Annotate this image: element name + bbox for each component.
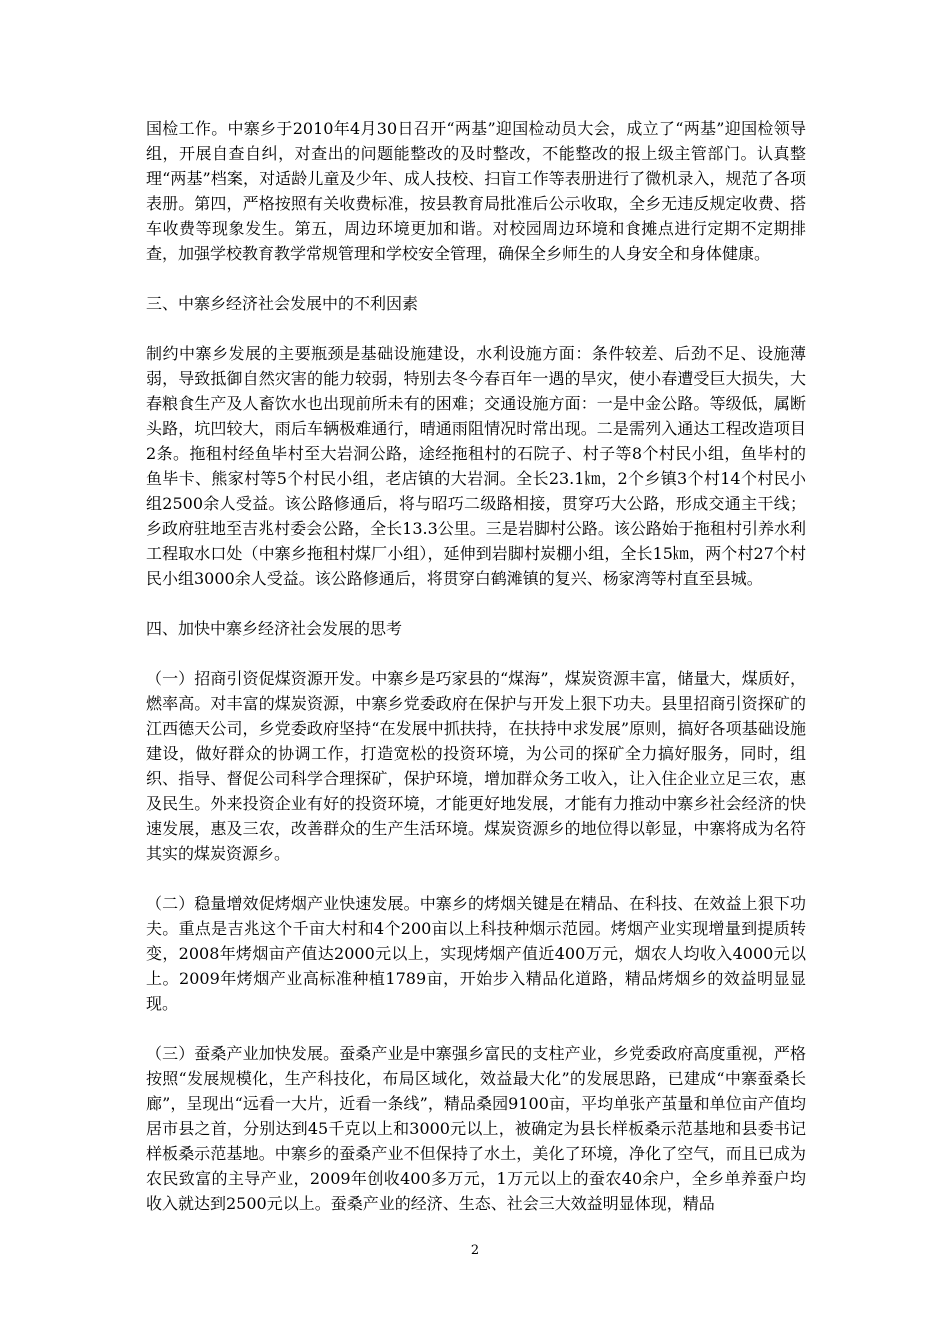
paragraph-national-inspection: 国检工作。中寨乡于2010年4月30日召开“两基”迎国检动员大会，成立了“两基”迎国检领导组，开展自查自纠，对查出的问题能整改的及时整改，不能整改的报上级主管部门。认真整理“两基”档案，对适龄儿童及少年、成人技校、扫盲工作等表册进行了微机录入，规范了各项表册。第四，严格按照有关收费标准，按县教育局批准后公示收取，全乡无违反规定收费、搭车收费等现象发生。第五，周边环境更加和谐。对校园周边环境和食摊点进行定期不定期排查，加强学校教育教学常规管理和学校安全管理，确保全乡师生的人身安全和身体健康。 bbox=[146, 119, 806, 263]
paragraph-coal-investment: （一）招商引资促煤资源开发。中寨乡是巧家县的“煤海”，煤炭资源丰富，储量大，煤质好，燃率高。对丰富的煤炭资源，中寨乡党委政府在保护与开发上狠下功夫。县里招商引资探矿的江西德天公司，乡党委政府坚持“在发展中抓扶持，在扶持中求发展”原则，搞好各项基础设施建设，做好群众的协调工作，打造宽松的投资环境，为公司的探矿全力搞好服务，同时，组织、指导、督促公司科学合理探矿，保护环境，增加群众务工收入，让入住企业立足三农，惠及民生。外来投资企业有好的投资环境，才能更好地发展，才能有力推动中寨乡社会经济的快速发展，惠及三农，改善群众的生产生活环境。煤炭资源乡的地位得以彰显，中寨将成为名符其实的煤炭资源乡。 bbox=[146, 669, 806, 863]
section-heading-development-thoughts: 四、加快中寨乡经济社会发展的思考 bbox=[146, 619, 403, 638]
paragraph-infrastructure-bottleneck: 制约中寨乡发展的主要瓶颈是基础设施建设，水利设施方面：条件较差、后劲不足、设施薄弱，导致抵御自然灾害的能力较弱，特别去冬今春百年一遇的旱灾，使小春遭受巨大损失，大春粮食生产及人畜饮水也出现前所未有的困难；交通设施方面：一是中金公路。等级低，属断头路，坑凹较大，雨后车辆极难通行，晴通雨阻情况时常出现。二是需列入通达工程改造项目2条。拖租村经鱼毕村至大岩洞公路，途经拖租村的石院子、村子等8个村民小组，鱼毕村的鱼毕卡、熊家村等5个村民小组，老店镇的大岩洞。全长23.1㎞，2个乡镇3个村14个村民小组2500余人受益。该公路修通后，将与昭巧二级路相接，贯穿巧大公路，形成交通主干线；乡政府驻地至吉兆村委会公路，全长13.3公里。三是岩脚村公路。该公路始于拖租村引养水利工程取水口处（中寨乡拖租村煤厂小组），延伸到岩脚村炭棚小组，全长15㎞，两个村27个村民小组3000余人受益。该公路修通后，将贯穿白鹤滩镇的复兴、杨家湾等村直至县城。 bbox=[146, 344, 806, 588]
page-number: 2 bbox=[470, 1243, 480, 1258]
paragraph-tobacco-industry: （二）稳量增效促烤烟产业快速发展。中寨乡的烤烟关键是在精品、在科技、在效益上狠下功夫。重点是吉兆这个千亩大村和4个200亩以上科技种烟示范园。烤烟产业实现增量到提质转变，2008年烤烟亩产值达2000元以上，实现烤烟产值近400万元，烟农人均收入4000元以上。2009年烤烟产业高标准种植1789亩，开始步入精品化道路，精品烤烟乡的效益明显显现。 bbox=[146, 894, 806, 1013]
document-page bbox=[146, 116, 806, 1241]
section-heading-unfavorable-factors: 三、中寨乡经济社会发展中的不利因素 bbox=[146, 294, 419, 313]
paragraph-sericulture-industry: （三）蚕桑产业加快发展。蚕桑产业是中寨强乡富民的支柱产业，乡党委政府高度重视，严格按照“发展规模化，生产科技化，布局区域化，效益最大化”的发展思路，已建成“中寨蚕桑长廊”，呈现出“远看一大片，近看一条线”，精品桑园9100亩，平均单张产茧量和单位亩产值均居市县之首，分别达到45千克以上和3000元以上，被确定为县长样板桑示范基地和县委书记样板桑示范基地。中寨乡的蚕桑产业不但保持了水土，美化了环境，净化了空气，而且已成为农民致富的主导产业，2009年创收400多万元，1万元以上的蚕农40余户，全乡单养蚕户均收入就达到2500元以上。蚕桑产业的经济、生态、社会三大效益明显体现，精品 bbox=[146, 1044, 806, 1213]
